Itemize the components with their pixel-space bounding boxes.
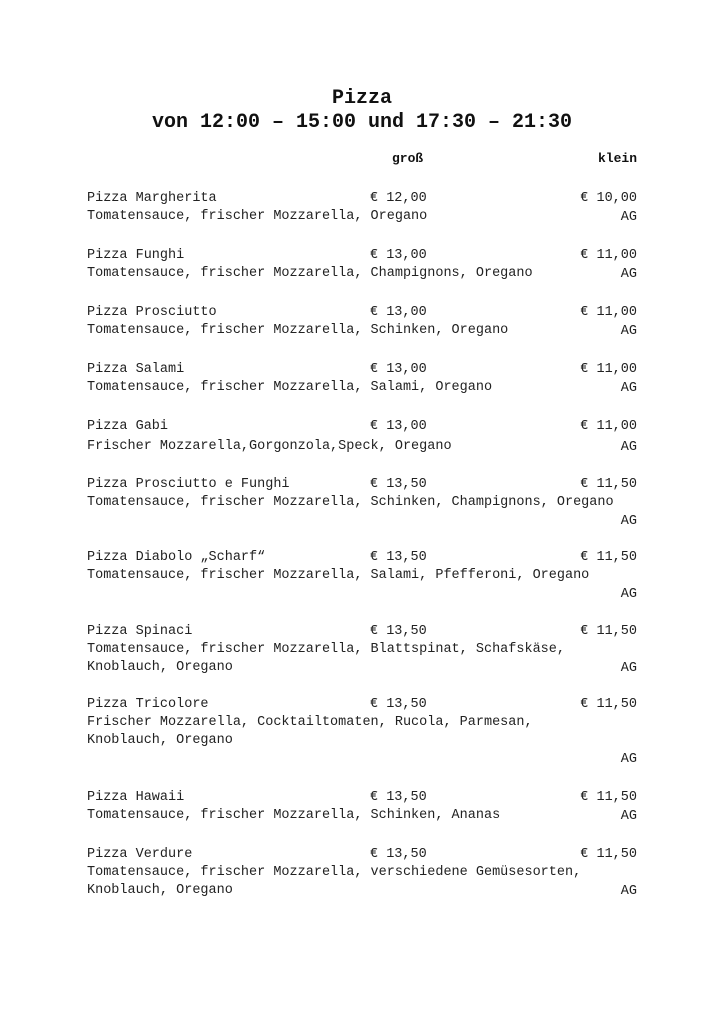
allergen-code: AG: [620, 661, 637, 676]
allergen-code: AG: [620, 752, 637, 767]
page-title: Pizza: [331, 87, 392, 110]
item-description: Tomatensauce, frischer Mozzarella, Oregano: [87, 209, 428, 224]
item-name: Pizza Salami: [87, 362, 185, 377]
opening-hours: von 12:00 – 15:00 und 17:30 – 21:30: [151, 111, 573, 134]
price-klein: € 11,50: [580, 624, 637, 639]
price-klein: € 11,50: [580, 697, 637, 712]
item-name: Pizza Tricolore: [87, 697, 209, 712]
item-name: Pizza Gabi: [87, 419, 169, 434]
price-gross: € 13,50: [370, 477, 427, 492]
allergen-code: AG: [620, 587, 637, 602]
item-description: Tomatensauce, frischer Mozzarella, Salami, Pfefferoni, Oregano: [87, 568, 590, 583]
price-klein: € 11,00: [580, 248, 637, 263]
price-klein: € 11,50: [580, 477, 637, 492]
item-name: Pizza Verdure: [87, 847, 193, 862]
item-name: Pizza Hawaii: [87, 790, 185, 805]
allergen-code: AG: [620, 514, 637, 529]
allergen-code: AG: [620, 267, 637, 282]
price-gross: € 13,50: [370, 550, 427, 565]
price-gross: € 13,50: [370, 624, 427, 639]
item-description: Frischer Mozzarella, Cocktailtomaten, Rucola, Parmesan, Knoblauch, Oregano: [87, 715, 533, 748]
allergen-code: AG: [620, 381, 637, 396]
item-description: Tomatensauce, frischer Mozzarella, Schinken, Champignons, Oregano: [87, 495, 614, 510]
item-description: Tomatensauce, frischer Mozzarella, Salami, Oregano: [87, 380, 493, 395]
price-klein: € 11,00: [580, 305, 637, 320]
column-header-klein: klein: [597, 151, 637, 166]
price-klein: € 10,00: [580, 191, 637, 206]
allergen-code: AG: [620, 324, 637, 339]
item-name: Pizza Prosciutto: [87, 305, 217, 320]
allergen-code: AG: [620, 440, 637, 455]
price-klein: € 11,50: [580, 847, 637, 862]
item-name: Pizza Diabolo „Scharf“: [87, 550, 266, 565]
price-gross: € 13,50: [370, 790, 427, 805]
price-gross: € 13,00: [370, 305, 427, 320]
column-header-gross: groß: [392, 151, 424, 166]
item-description: Tomatensauce, frischer Mozzarella, Champignons, Oregano: [87, 266, 533, 281]
price-gross: € 13,50: [370, 847, 427, 862]
price-gross: € 13,00: [370, 362, 427, 377]
item-description: Tomatensauce, frischer Mozzarella, Schinken, Oregano: [87, 323, 509, 338]
price-gross: € 13,00: [370, 248, 427, 263]
item-description: Tomatensauce, frischer Mozzarella, Schinken, Ananas: [87, 808, 501, 823]
price-gross: € 13,00: [370, 419, 427, 434]
item-name: Pizza Funghi: [87, 248, 185, 263]
allergen-code: AG: [620, 210, 637, 225]
price-gross: € 13,50: [370, 697, 427, 712]
item-name: Pizza Prosciutto e Funghi: [87, 477, 290, 492]
price-klein: € 11,00: [580, 362, 637, 377]
price-klein: € 11,50: [580, 790, 637, 805]
price-gross: € 12,00: [370, 191, 427, 206]
price-klein: € 11,50: [580, 550, 637, 565]
allergen-code: AG: [620, 809, 637, 824]
item-name: Pizza Spinaci: [87, 624, 193, 639]
price-klein: € 11,00: [580, 419, 637, 434]
item-description: Tomatensauce, frischer Mozzarella, verschiedene Gemüsesorten, Knoblauch, Oregano: [87, 865, 582, 898]
item-description: Tomatensauce, frischer Mozzarella, Blattspinat, Schafskäse, Knoblauch, Oregano: [87, 642, 565, 675]
item-description: Frischer Mozzarella,Gorgonzola,Speck, Oregano: [87, 439, 452, 454]
item-name: Pizza Margherita: [87, 191, 217, 206]
allergen-code: AG: [620, 884, 637, 899]
